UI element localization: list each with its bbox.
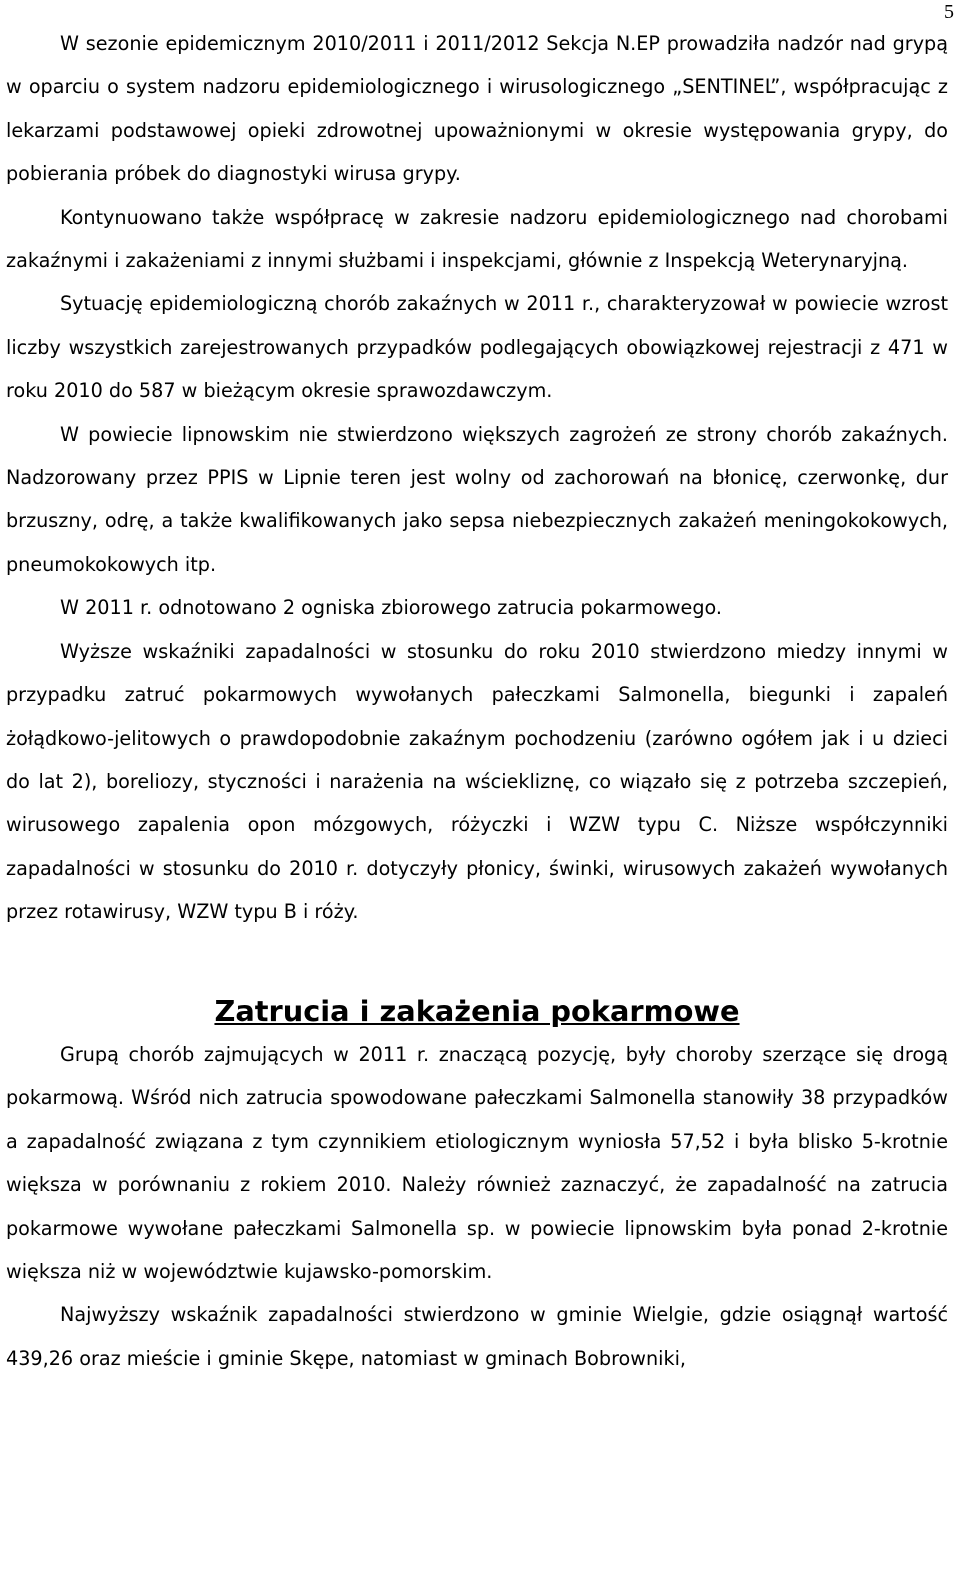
paragraph-highest-incidence: Najwyższy wskaźnik zapadalności stwierdzono w gminie Wielgie, gdzie osiągnął wartość 439,26 oraz mieście i gminie Skępe, natomiast w gminach Bobrowniki, <box>6 1303 948 1370</box>
paragraph-epidemiological-situation: Sytuację epidemiologiczną chorób zakaźnych w 2011 r., charakteryzował w powiecie wzrost liczby wszystkich zarejestrowanych przypadków podlegających obowiązkowej rejestracji z 471 w roku 2010 do 587 w bieżącym okresie sprawozdawczym. <box>6 292 948 403</box>
section-title: Zatrucia i zakażenia pokarmowe <box>214 993 740 1028</box>
document-body <box>6 22 948 1380</box>
paragraph-no-threats: W powiecie lipnowskim nie stwierdzono większych zagrożeń ze strony chorób zakaźnych. Nadzorowany przez PPIS w Lipnie teren jest wolny od zachorowań na błonicę, czerwonkę, dur brzuszny, odrę, a także kwalifikowanych jako sepsa niebezpiecznych zakażeń meningokokowych, pneumokokowych itp. <box>6 422 948 576</box>
paragraph-foodborne-diseases: Grupą chorób zajmujących w 2011 r. znaczącą pozycję, były choroby szerzące się drogą pokarmową. Wśród nich zatrucia spowodowane pałeczkami Salmonella stanowiły 38 przypadków a zapadalność związana z tym czynnikiem etiologicznym wyniosła 57,52 i była blisko 5-krotnie większa w porównaniu z rokiem 2010. Należy również zaznaczyć, że zapadalność na zatrucia pokarmowe wywołane pałeczkami Salmonella sp. w powiecie lipnowskim była ponad 2-krotnie większa niż w województwie kujawsko-pomorskim. <box>6 1042 948 1283</box>
paragraph-incidence-rates: Wyższe wskaźniki zapadalności w stosunku do roku 2010 stwierdzono miedzy innymi w przypadku zatruć pokarmowych wywołanych pałeczkami Salmonella, biegunki i zapaleń żołądkowo-jelitowych o prawdopodobnie zakaźnym pochodzeniu (zarówno ogółem jak i u dzieci do lat 2), boreliozy, styczności i narażenia na wściekliznę, co wiązało się z potrzeba szczepień, wirusowego zapalenia opon mózgowych, różyczki i WZW typu C. Niższe współczynniki zapadalności w stosunku do 2010 r. dotyczyły płonicy, świnki, wirusowych zakażeń wywołanych przez rotawirusy, WZW typu B i róży. <box>6 639 948 924</box>
paragraph-outbreaks: W 2011 r. odnotowano 2 ogniska zbiorowego zatrucia pokarmowego. <box>60 596 722 620</box>
paragraph-sentinel: W sezonie epidemicznym 2010/2011 i 2011/2012 Sekcja N.EP prowadziła nadzór nad grypą w oparciu o system nadzoru epidemiologicznego i wirusologicznego „SENTINEL”, współpracując z lekarzami podstawowej opieki zdrowotnej upoważnionymi w okresie występowania grypy, do pobierania próbek do diagnostyki wirusa grypy. <box>6 32 948 186</box>
page-number: 5 <box>944 1 954 23</box>
paragraph-cooperation: Kontynuowano także współpracę w zakresie nadzoru epidemiologicznego nad chorobami zakaźnymi i zakażeniami z innymi służbami i inspekcjami, głównie z Inspekcją Weterynaryjną. <box>6 205 948 273</box>
